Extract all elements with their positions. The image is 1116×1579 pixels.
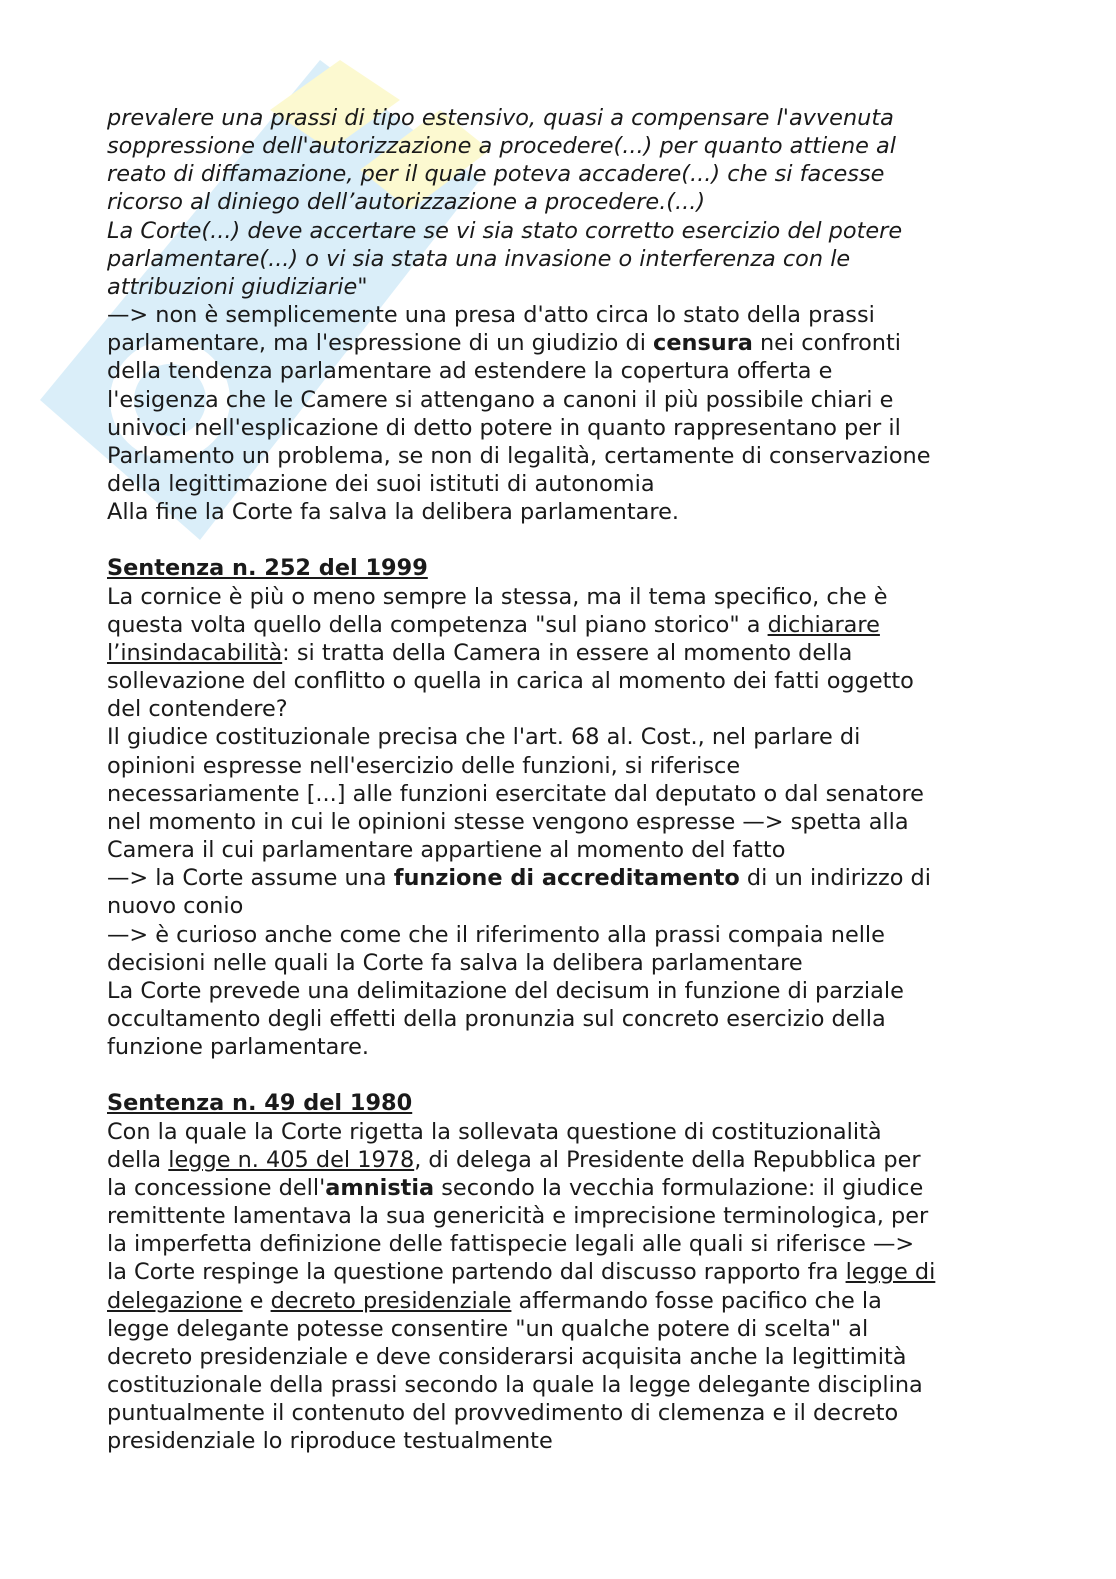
text-line: [107, 301, 1007, 329]
text-line: [107, 1258, 1007, 1286]
text-run: —> non è semplicemente una presa d'atto circa lo stato della prassi: [107, 302, 875, 329]
text-line: [107, 498, 1007, 526]
bold-term: censura: [653, 330, 753, 357]
text-line: [107, 921, 1007, 949]
text-run: Sentenza n. 252 del 1999: [107, 555, 428, 582]
text-run: funzione parlamentare.: [107, 1034, 369, 1061]
text-line: [107, 1315, 1007, 1343]
text-run: parlamentare, ma l'espressione di un giudizio di: [107, 330, 654, 357]
text-line: [107, 949, 1007, 977]
text-run: univoci nell'esplicazione di detto potere in quanto rappresentano per il: [107, 414, 901, 441]
text-run: la imperfetta definizione delle fattispecie legali alle quali si riferisce —>: [107, 1231, 915, 1258]
bold-term: amnistia: [325, 1174, 435, 1201]
text-run: nuovo conio: [107, 893, 244, 920]
text-run: Il giudice costituzionale precisa che l'art. 68 al. Cost., nel parlare di: [107, 724, 861, 751]
underlined-term: legge di: [845, 1259, 936, 1286]
text-run: necessariamente [...] alle funzioni esercitate dal deputato o dal senatore: [107, 780, 924, 807]
text-run: questa volta quello della competenza "sul piano storico" a: [107, 611, 768, 638]
text-line: [107, 695, 1007, 723]
text-line: [107, 1033, 1007, 1061]
text-run: della: [107, 1146, 169, 1173]
text-run: presidenziale lo riproduce testualmente: [107, 1428, 553, 1455]
text-line: [107, 1146, 1007, 1174]
section-heading: [107, 1089, 1007, 1117]
text-run: Alla fine la Corte fa salva la delibera parlamentare.: [107, 499, 679, 526]
text-run: la concessione dell': [107, 1174, 326, 1201]
document-page: [107, 104, 1007, 1455]
text-line: [107, 864, 1007, 892]
text-line: [107, 132, 1007, 160]
section-heading: [107, 554, 1007, 582]
text-run: decisioni nelle quali la Corte fa salva la delibera parlamentare: [107, 949, 803, 976]
text-line: [107, 160, 1007, 188]
text-line: [107, 723, 1007, 751]
text-run: nel momento in cui le opinioni stesse vengono espresse —> spetta alla: [107, 808, 909, 835]
text-line: [107, 442, 1007, 470]
text-run: , di delega al Presidente della Repubblica per: [414, 1146, 921, 1173]
text-run: la Corte respinge la questione partendo dal discusso rapporto fra: [107, 1259, 846, 1286]
text-run: remittente lamentava la sua genericità e imprecisione terminologica, per: [107, 1203, 929, 1230]
text-run: La cornice è più o meno sempre la stessa, ma il tema specifico, che è: [107, 583, 888, 610]
text-run: parlamentare(...) o vi sia stata una invasione o interferenza con le: [107, 245, 851, 272]
text-run: attribuzioni giudiziarie: [107, 273, 358, 300]
paragraph-gap: [107, 526, 1007, 554]
text-run: Parlamento un problema, se non di legalità, certamente di conservazione: [107, 442, 931, 469]
text-run: La Corte prevede una delimitazione del decisum in funzione di parziale: [107, 977, 904, 1004]
text-line: [107, 639, 1007, 667]
text-line: [107, 977, 1007, 1005]
text-line: [107, 1427, 1007, 1455]
text-run: ricorso al diniego dell’autorizzazione a procedere.(...): [107, 189, 706, 216]
text-run: —> la Corte assume una: [107, 865, 394, 892]
text-run: della legittimazione dei suoi istituti di autonomia: [107, 471, 655, 498]
text-line: [107, 1174, 1007, 1202]
text-run: Camera il cui parlamentare appartiene al momento del fatto: [107, 837, 786, 864]
underlined-term: l’insindacabilità: [107, 639, 283, 666]
text-run: occultamento degli effetti della pronunzia sul concreto esercizio della: [107, 1005, 886, 1032]
text-line: [107, 780, 1007, 808]
bold-term: funzione di accreditamento: [393, 865, 740, 892]
text-line: [107, 611, 1007, 639]
text-run: opinioni espresse nell'esercizio delle funzioni, si riferisce: [107, 752, 741, 779]
text-run: : si tratta della Camera in essere al momento della: [282, 639, 853, 666]
text-run: e: [242, 1287, 271, 1314]
text-run: Sentenza n. 49 del 1980: [107, 1090, 413, 1117]
text-line: [107, 104, 1007, 132]
text-line: [107, 808, 1007, 836]
text-run: costituzionale della prassi secondo la quale la legge delegante disciplina: [107, 1372, 923, 1398]
text-run: ": [357, 273, 368, 300]
text-run: puntualmente il contenuto del provvedimento di clemenza e il decreto: [107, 1400, 899, 1427]
text-run: l'esigenza che le Camere si attengano a canoni il più possibile chiari e: [107, 386, 894, 413]
text-run: La Corte(...) deve accertare se vi sia stato corretto esercizio del potere: [107, 217, 903, 244]
text-line: [107, 836, 1007, 864]
text-line: [107, 1230, 1007, 1258]
text-run: del contendere?: [107, 696, 288, 723]
text-run: reato di diffamazione, per il quale poteva accadere(...) che si facesse: [107, 161, 885, 188]
text-line: [107, 1399, 1007, 1427]
underlined-term: legge n. 405 del 1978: [168, 1146, 415, 1173]
text-run: di un indirizzo di: [739, 865, 931, 892]
text-line: [107, 329, 1007, 357]
text-line: [107, 414, 1007, 442]
text-line: [107, 1118, 1007, 1146]
underlined-term: dichiarare: [767, 611, 880, 638]
text-line: [107, 386, 1007, 414]
underlined-term: decreto presidenziale: [270, 1287, 512, 1314]
text-line: [107, 357, 1007, 385]
text-line: [107, 217, 1007, 245]
text-run: —> è curioso anche come che il riferimento alla prassi compaia nelle: [107, 921, 885, 948]
text-run: affermando fosse pacifico che la: [511, 1287, 882, 1314]
text-line: [107, 245, 1007, 273]
text-line: [107, 892, 1007, 920]
text-run: sollevazione del conflitto o quella in carica al momento dei fatti oggetto: [107, 668, 914, 695]
text-line: [107, 1202, 1007, 1230]
text-run: secondo la vecchia formulazione: il giudice: [434, 1174, 924, 1201]
document-body: [107, 104, 1007, 1455]
text-run: della tendenza parlamentare ad estendere la copertura offerta e: [107, 358, 833, 385]
text-line: [107, 752, 1007, 780]
text-line: [107, 1371, 1007, 1399]
text-run: soppressione dell'autorizzazione a procedere(...) per quanto attiene al: [107, 133, 896, 160]
paragraph-gap: [107, 1061, 1007, 1089]
text-line: [107, 470, 1007, 498]
text-line: [107, 583, 1007, 611]
text-line: [107, 1287, 1007, 1315]
text-run: decreto presidenziale e deve considerarsi acquisita anche la legittimità: [107, 1343, 907, 1370]
text-line: [107, 188, 1007, 216]
text-run: nei confronti: [752, 330, 901, 357]
text-run: Con la quale la Corte rigetta la sollevata questione di costituzionalità: [107, 1118, 882, 1145]
text-line: [107, 667, 1007, 695]
text-line: [107, 273, 1007, 301]
text-run: legge delegante potesse consentire "un qualche potere di scelta" al: [107, 1315, 869, 1342]
underlined-term: delegazione: [107, 1287, 243, 1314]
text-run: prevalere una prassi di tipo estensivo, quasi a compensare l'avvenuta: [107, 105, 894, 131]
text-line: [107, 1343, 1007, 1371]
text-line: [107, 1005, 1007, 1033]
